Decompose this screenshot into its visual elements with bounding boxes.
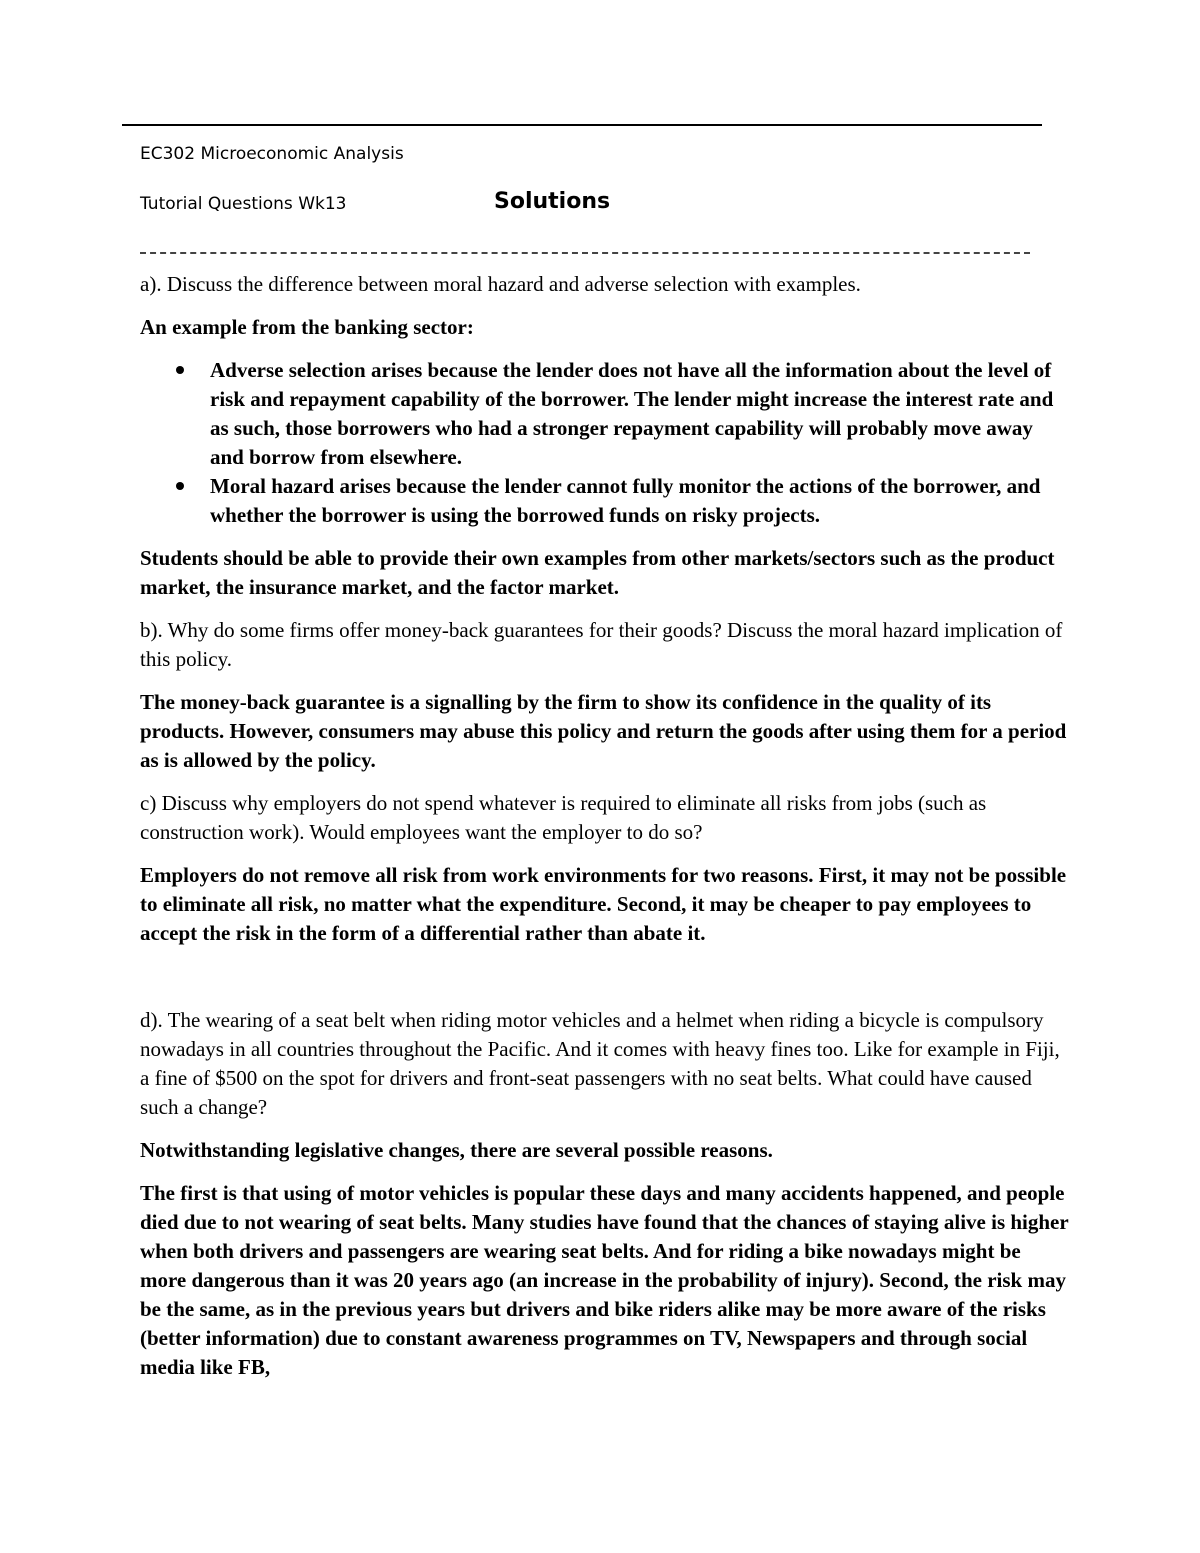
answer-a-intro: An example from the banking sector: — [140, 315, 474, 339]
solutions-heading: Solutions — [494, 189, 611, 214]
answer-a-closing: Students should be able to provide their own examples from other markets/sectors such as the product market, the insurance market, and the factor market. — [140, 546, 1055, 599]
top-rule — [122, 124, 1042, 126]
question-d: d). The wearing of a seat belt when riding motor vehicles and a helmet when riding a bicycle is compulsory nowadays in all countries throughout the Pacific. And it comes with heavy fines too. Like for example in Fiji, a fine of $500 on the spot for drivers and front-seat passengers with no seat belts. What could have caused such a change? — [140, 1008, 1060, 1119]
document-body — [140, 270, 1070, 1396]
dashed-divider — [140, 252, 1030, 254]
bullet-icon — [176, 482, 184, 490]
bullet-text: Adverse selection arises because the lender does not have all the information about the level of risk and repayment capability of the borrower. The lender might increase the interest rate and as such, those borrowers who had a stronger repayment capability will probably move away and borrow from elsewhere. — [210, 358, 1054, 469]
question-b: b). Why do some firms offer money-back guarantees for their goods? Discuss the moral hazard implication of this policy. — [140, 618, 1063, 671]
bullet-text: Moral hazard arises because the lender cannot fully monitor the actions of the borrower, and whether the borrower is using the borrowed funds on risky projects. — [210, 474, 1041, 527]
tutorial-label: Tutorial Questions Wk13 — [140, 194, 347, 214]
answer-b: The money-back guarantee is a signalling by the firm to show its confidence in the quality of its products. However, consumers may abuse this policy and return the goods after using them for a period as is allowed by the policy. — [140, 690, 1067, 772]
bullet-icon — [176, 366, 184, 374]
course-title: EC302 Microeconomic Analysis — [140, 144, 404, 164]
answer-a-bullets — [140, 356, 1070, 530]
question-a: a). Discuss the difference between moral hazard and adverse selection with examples. — [140, 272, 861, 296]
question-c: c) Discuss why employers do not spend whatever is required to eliminate all risks from jobs (such as construction work). Would employees want the employer to do so? — [140, 791, 987, 844]
answer-d-body: The first is that using of motor vehicles is popular these days and many accidents happened, and people died due to not wearing of seat belts. Many studies have found that the chances of staying alive is higher when both drivers and passengers are wearing seat belts. And for riding a bike nowadays might be more dangerous than it was 20 years ago (an increase in the probability of injury). Second, the risk may be the same, as in the previous years but drivers and bike riders alike may be more aware of the risks (better information) due to constant awareness programmes on TV, Newspapers and through social media like FB, — [140, 1181, 1069, 1379]
spacer — [140, 962, 1070, 1006]
answer-c: Employers do not remove all risk from work environments for two reasons. First, it may not be possible to eliminate all risk, no matter what the expenditure. Second, it may be cheaper to pay employees to accept the risk in the form of a differential rather than abate it. — [140, 863, 1067, 945]
list-item — [210, 472, 1070, 530]
list-item — [210, 356, 1070, 472]
answer-d-intro: Notwithstanding legislative changes, there are several possible reasons. — [140, 1138, 773, 1162]
